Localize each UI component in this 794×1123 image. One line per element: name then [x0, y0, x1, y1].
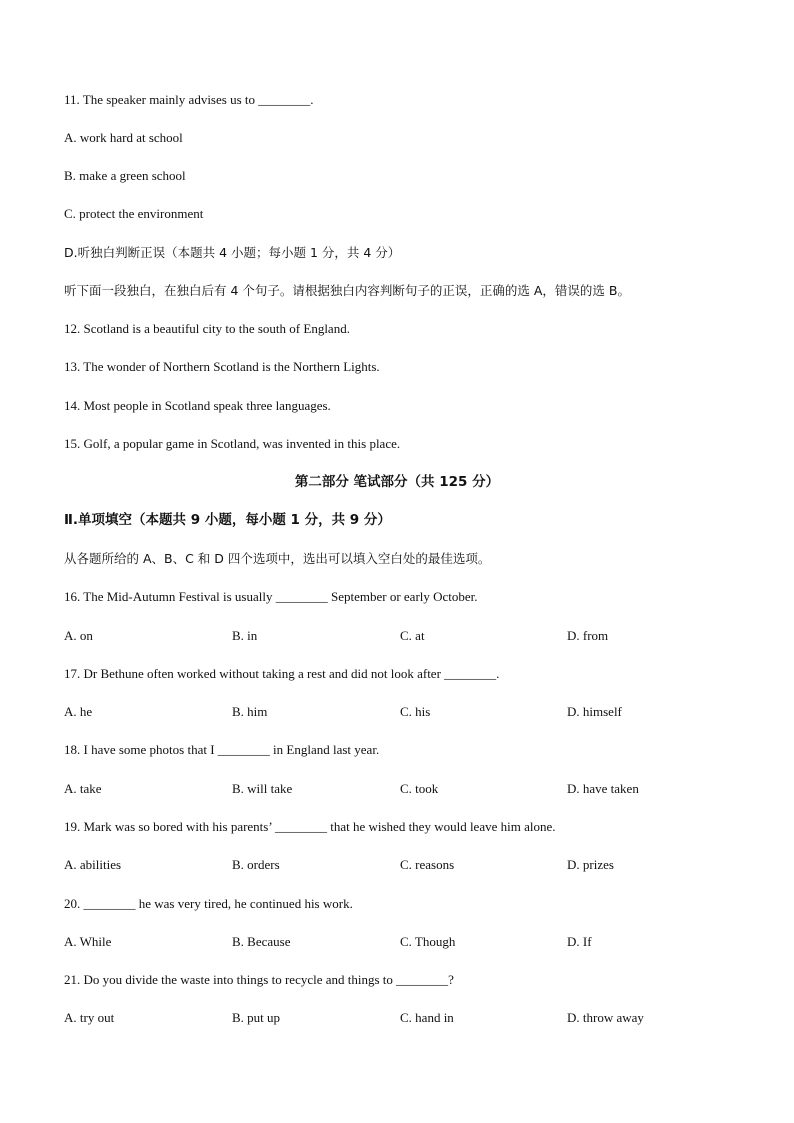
question-16-stem: 16. The Mid-Autumn Festival is usually ________ September or early October. — [64, 589, 478, 604]
question-21-option-b: B. put up — [232, 1010, 281, 1025]
question-18-option-b: B. will take — [232, 781, 293, 796]
question-18-option-c: C. took — [400, 781, 439, 796]
question-17-option-b: B. him — [232, 704, 268, 719]
section-two-title: Ⅱ.单项填空（本题共 9 小题，每小题 1 分，共 9 分） — [64, 512, 391, 528]
section-d-title: D.听独白判断正误（本题共 4 小题；每小题 1 分，共 4 分） — [64, 245, 401, 260]
question-11-option-a: A. work hard at school — [64, 130, 183, 145]
question-18-option-a: A. take — [64, 781, 102, 796]
question-21-option-d: D. throw away — [567, 1010, 644, 1025]
question-18-stem: 18. I have some photos that I ________ in England last year. — [64, 742, 380, 757]
question-20-option-d: D. If — [567, 934, 592, 949]
question-19-option-c: C. reasons — [400, 857, 455, 872]
tf-question-13: 13. The wonder of Northern Scotland is the Northern Lights. — [64, 359, 380, 374]
tf-question-14: 14. Most people in Scotland speak three languages. — [64, 398, 331, 413]
question-20-option-a: A. While — [64, 934, 112, 949]
question-16-option-b: B. in — [232, 628, 258, 643]
question-11-stem: 11. The speaker mainly advises us to ________. — [64, 92, 314, 107]
section-two-instruction: 从各题所给的 A、B、C 和 D 四个选项中，选出可以填入空白处的最佳选项。 — [64, 551, 491, 566]
question-17-option-d: D. himself — [567, 704, 622, 719]
question-19-stem: 19. Mark was so bored with his parents’ ________ that he wished they would leave him alone. — [64, 819, 556, 834]
tf-question-15: 15. Golf, a popular game in Scotland, was invented in this place. — [64, 436, 401, 451]
question-17-option-a: A. he — [64, 704, 93, 719]
question-21-stem: 21. Do you divide the waste into things to recycle and things to ________? — [64, 972, 454, 987]
section-d-instruction: 听下面一段独白，在独白后有 4 个句子。请根据独白内容判断句子的正误，正确的选 A，错误的选 B。 — [64, 283, 630, 298]
question-21-option-c: C. hand in — [400, 1010, 454, 1025]
question-17-option-c: C. his — [400, 704, 431, 719]
question-21-option-a: A. try out — [64, 1010, 115, 1025]
question-19-option-a: A. abilities — [64, 857, 122, 872]
question-11-option-c: C. protect the environment — [64, 206, 204, 221]
question-18-option-d: D. have taken — [567, 781, 639, 796]
question-20-option-c: C. Though — [400, 934, 456, 949]
question-11-option-b: B. make a green school — [64, 168, 186, 183]
question-19-option-b: B. orders — [232, 857, 280, 872]
question-19-option-d: D. prizes — [567, 857, 614, 872]
question-17-stem: 17. Dr Bethune often worked without taking a rest and did not look after ________. — [64, 666, 500, 681]
question-20-option-b: B. Because — [232, 934, 291, 949]
question-16-option-d: D. from — [567, 628, 609, 643]
part-two-heading: 第二部分 笔试部分（共 125 分） — [294, 474, 500, 490]
tf-question-12: 12. Scotland is a beautiful city to the south of England. — [64, 321, 350, 336]
question-16-option-a: A. on — [64, 628, 93, 643]
question-20-stem: 20. ________ he was very tired, he continued his work. — [64, 896, 353, 911]
question-16-option-c: C. at — [400, 628, 425, 643]
